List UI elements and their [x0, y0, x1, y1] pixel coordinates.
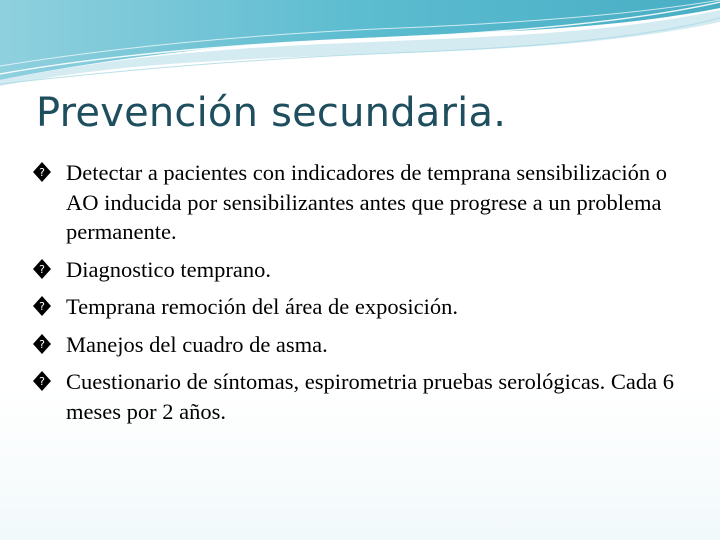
- svg-text:?: ?: [39, 300, 45, 313]
- svg-text:?: ?: [39, 262, 45, 276]
- missing-glyph-icon: [32, 370, 52, 392]
- bullet-text: Manejos del cuadro de asma.: [66, 331, 328, 357]
- bullet-list: [32, 158, 692, 434]
- bullet-text: Detectar a pacientes con indicadores de temprana sensibilización o AO inducida por sensibilizantes antes que progrese a un problema permanente.: [66, 160, 667, 244]
- bullet-text: Temprana remoción del área de exposición.: [66, 294, 459, 319]
- header-wave-decoration: [0, 0, 720, 90]
- bullet-item: [32, 255, 692, 285]
- bullet-item: [32, 367, 692, 426]
- missing-glyph-icon: [32, 295, 52, 317]
- svg-text:?: ?: [39, 166, 45, 179]
- missing-glyph-icon: [32, 161, 52, 183]
- bullet-item: [32, 330, 692, 360]
- missing-glyph-icon: [32, 258, 52, 280]
- missing-glyph-icon: [32, 333, 52, 355]
- bullet-text: Diagnostico temprano.: [66, 256, 271, 282]
- bullet-item: [32, 158, 692, 247]
- bullet-item: [32, 292, 692, 322]
- svg-text:?: ?: [39, 375, 45, 388]
- bullet-text: Cuestionario de síntomas, espirometria pruebas serológicas. Cada 6 meses por 2 años.: [66, 369, 674, 424]
- svg-text:?: ?: [39, 337, 45, 351]
- slide-title: Prevención secundaria.: [36, 90, 507, 136]
